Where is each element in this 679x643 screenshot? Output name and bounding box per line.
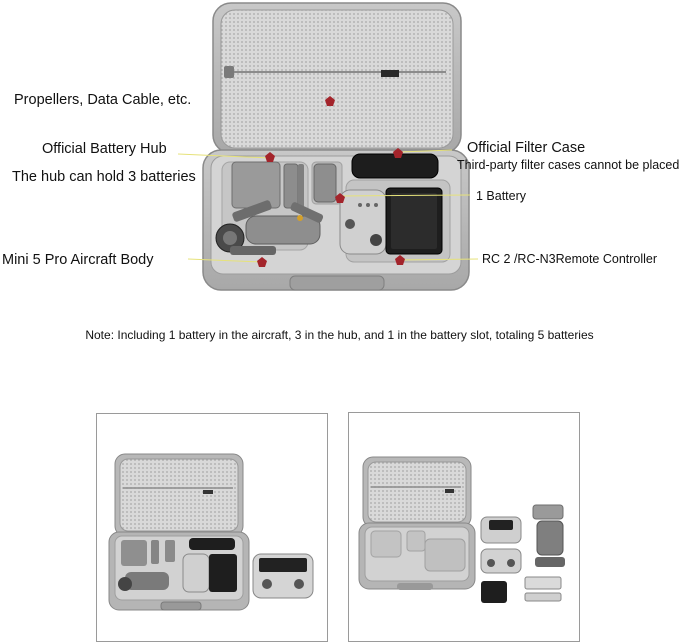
label-propellers: Propellers, Data Cable, etc. xyxy=(14,92,192,108)
remote-controller xyxy=(340,188,442,254)
label-filter-case: Official Filter Case xyxy=(467,140,586,156)
spare-battery xyxy=(314,164,336,202)
battery-note: Note: Including 1 battery in the aircraft, 3 in the hub, and 1 in the battery slot, totaling 5 batteries xyxy=(85,328,594,342)
label-aircraft-body: Mini 5 Pro Aircraft Body xyxy=(2,252,154,268)
contents-laid-out-photo xyxy=(349,413,579,641)
packed-case-photo xyxy=(97,414,327,641)
photo-frame-contents xyxy=(348,412,580,642)
brand-tag xyxy=(381,70,399,77)
label-hub-capacity: The hub can hold 3 batteries xyxy=(12,169,196,185)
label-one-battery: 1 Battery xyxy=(476,189,527,203)
label-filter-note: Third-party filter cases cannot be placed xyxy=(457,158,679,172)
photo-frame-packed xyxy=(96,413,328,642)
label-battery-hub: Official Battery Hub xyxy=(42,141,167,157)
case-lid xyxy=(213,3,461,153)
label-remote-controller: RC 2 /RC-N3Remote Controller xyxy=(482,252,658,266)
